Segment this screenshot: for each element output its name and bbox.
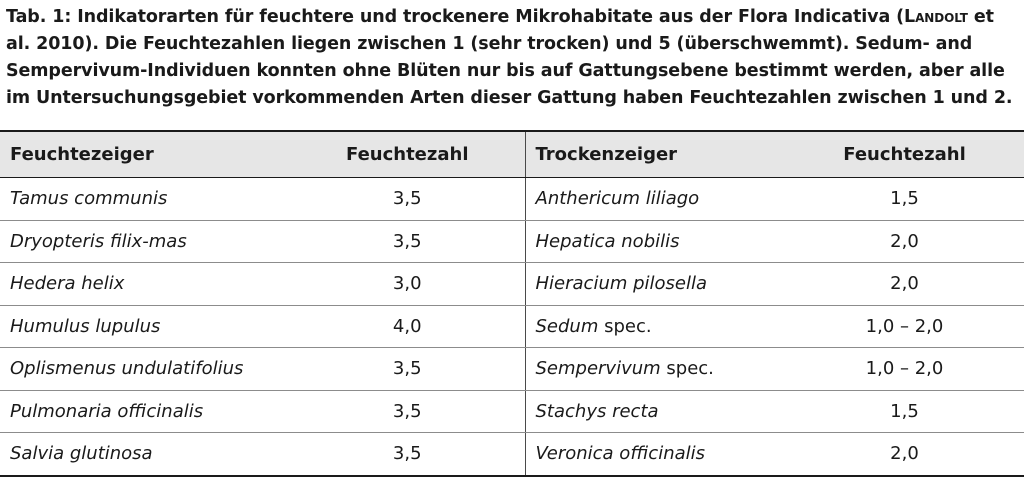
table-row: [0, 263, 1024, 306]
wet-species-cell: [0, 348, 290, 391]
wet-species-name: Oplismenus undulatifolius: [10, 358, 244, 380]
dry-value-cell: 1,5: [785, 390, 1024, 433]
dry-value-cell: 2,0: [785, 263, 1024, 306]
wet-species-name: Hedera helix: [10, 273, 125, 295]
wet-value-cell: 3,5: [290, 220, 525, 263]
dry-species-cell: [525, 220, 785, 263]
dry-species-cell: [525, 433, 785, 476]
caption-author: Landolt: [904, 7, 968, 27]
dry-species-name: Sedum: [535, 315, 599, 337]
dry-value-cell: 2,0: [785, 220, 1024, 263]
table-row: [0, 348, 1024, 391]
header-wet-indicator: Feuchtezeiger: [0, 131, 290, 178]
dry-species-cell: [525, 305, 785, 348]
indicator-table: [0, 130, 1024, 477]
table-row: [0, 178, 1024, 221]
header-dry-value: Feuchtezahl: [785, 131, 1024, 178]
dry-species-name: Hepatica nobilis: [535, 230, 680, 252]
wet-species-cell: [0, 390, 290, 433]
wet-species-name: Salvia glutinosa: [10, 443, 153, 465]
wet-species-name: Humulus lupulus: [10, 315, 161, 337]
dry-species-suffix: spec.: [598, 315, 652, 337]
dry-species-cell: [525, 390, 785, 433]
wet-value-cell: 3,5: [290, 433, 525, 476]
table-caption: [6, 4, 1020, 112]
dry-species-name: Stachys recta: [535, 400, 659, 422]
table-row: [0, 220, 1024, 263]
dry-species-cell: [525, 263, 785, 306]
wet-value-cell: 3,5: [290, 390, 525, 433]
wet-value-cell: 3,5: [290, 348, 525, 391]
table-row: [0, 390, 1024, 433]
wet-species-name: Pulmonaria officinalis: [10, 400, 204, 422]
dry-species-cell: [525, 348, 785, 391]
caption-text-end: et al. 2010). Die Feuchtezahlen liegen zwischen 1 (sehr trocken) und 5 (überschwemmt). Sedum- and Sempervivum-Individuen konnten ohne Blüten nur bis auf Gattungsebene bestimmt werden, aber alle im Untersuchungsgebiet vorkommenden Arten dieser Gattung haben Feuchtezahlen zwischen 1 und 2.: [6, 7, 1013, 108]
wet-species-cell: [0, 263, 290, 306]
dry-species-name: Sempervivum: [535, 358, 661, 380]
wet-species-cell: [0, 220, 290, 263]
dry-value-cell: 1,0 – 2,0: [785, 348, 1024, 391]
table-row: [0, 433, 1024, 476]
dry-species-name: Hieracium pilosella: [535, 273, 708, 295]
wet-species-name: Tamus communis: [10, 188, 168, 210]
wet-value-cell: 3,5: [290, 178, 525, 221]
wet-species-name: Dryopteris filix-mas: [10, 230, 187, 252]
wet-value-cell: 3,0: [290, 263, 525, 306]
dry-value-cell: 2,0: [785, 433, 1024, 476]
dry-species-name: Veronica officinalis: [535, 443, 706, 465]
wet-species-cell: [0, 178, 290, 221]
table-row: [0, 305, 1024, 348]
caption-text-start: Tab. 1: Indikatorarten für feuchtere und trockenere Mikrohabitate aus der Flora Indicativa (: [6, 7, 905, 27]
wet-species-cell: [0, 433, 290, 476]
wet-value-cell: 4,0: [290, 305, 525, 348]
table-header-row: [0, 131, 1024, 178]
dry-species-name: Anthericum liliago: [535, 188, 700, 210]
dry-value-cell: 1,0 – 2,0: [785, 305, 1024, 348]
dry-species-suffix: spec.: [660, 358, 714, 380]
dry-value-cell: 1,5: [785, 178, 1024, 221]
header-wet-value: Feuchtezahl: [290, 131, 525, 178]
dry-species-cell: [525, 178, 785, 221]
wet-species-cell: [0, 305, 290, 348]
header-dry-indicator: Trockenzeiger: [525, 131, 785, 178]
